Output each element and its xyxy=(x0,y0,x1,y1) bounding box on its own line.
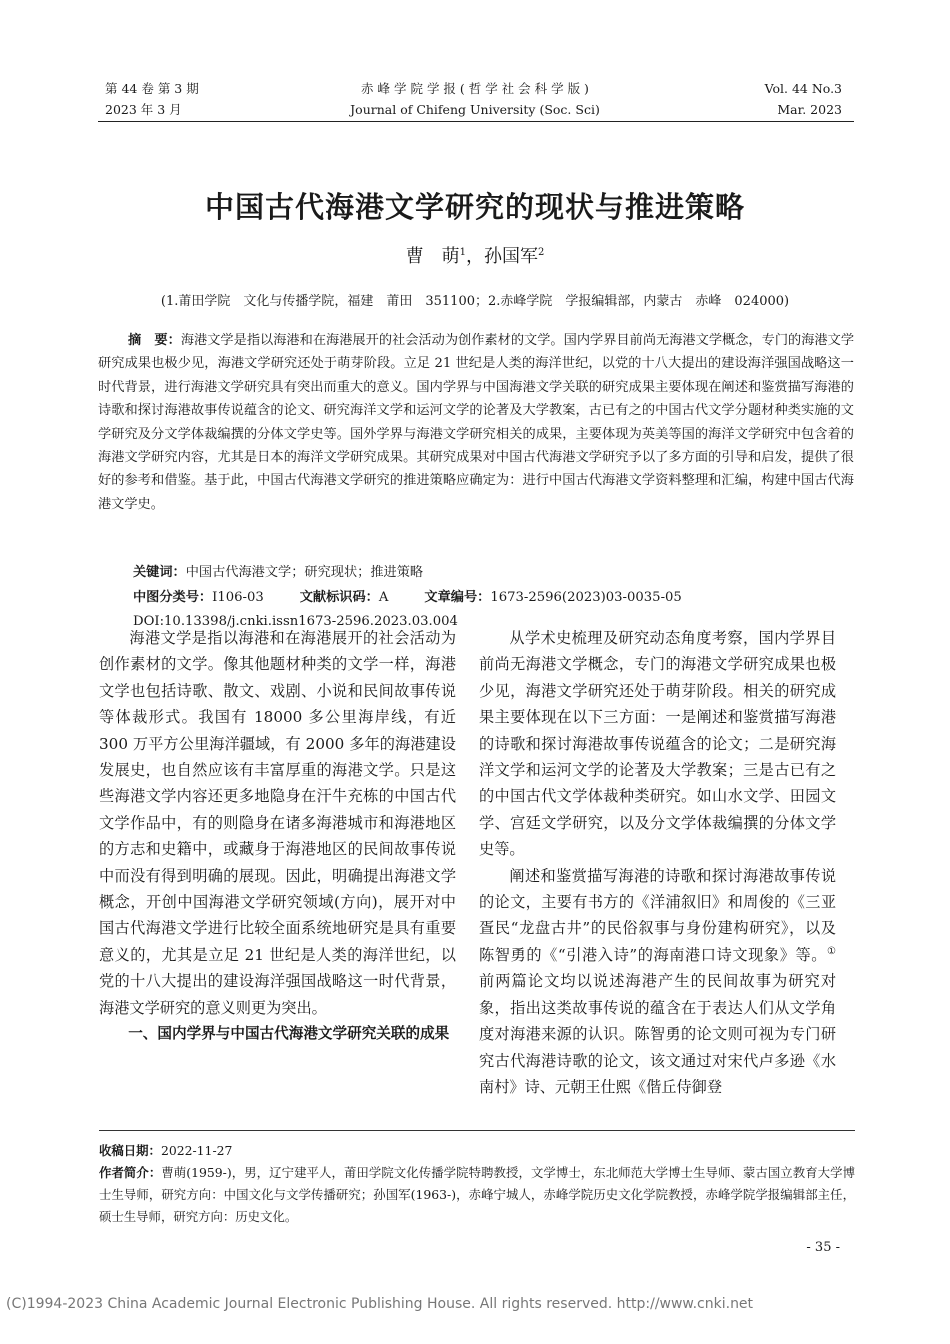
author-2: 孙国军 xyxy=(484,246,538,267)
keywords xyxy=(133,563,423,583)
received-value: 2022-11-27 xyxy=(160,1143,233,1158)
copyright-notice: (C)1994-2023 China Academic Journal Electronic Publishing House. All rights reserved. http://www.cnki.net xyxy=(6,1296,754,1312)
page-number: - 35 - xyxy=(806,1240,840,1255)
author-bio-text: 曹萌(1959-)，男，辽宁建平人，莆田学院文化传播学院特聘教授，文学博士，东北师范大学博士生导师、蒙古国立教育大学博士生导师，研究方向：中国文化与文学传播研究；孙国军(1963-)，赤峰宁城人，赤峰学院历史文化学院教授，赤峰学院学报编辑部主任，硕士生导师，研究方向：历史文化。 xyxy=(99,1165,856,1224)
author-bio xyxy=(99,1162,855,1228)
article-number-label: 文章编号： xyxy=(424,590,491,605)
header-rule xyxy=(98,121,854,122)
body-paragraph: 从学术史梳理及研究动态角度考察，国内学界目前尚无海港文学概念，专门的海港文学研究成果也极少见，海港文学研究还处于萌芽阶段。相关的研究成果主要体现在以下三方面：一是阐述和鉴赏描写海港的诗歌和探讨海港故事传说蕴含的论文；二是研究海洋文学和运河文学的论著及大学教案；三是古已有之的中国古代文学体裁种类研究。如山水文学、田园文学、宫廷文学研究，以及分文学体裁编撰的分体文学史等。 xyxy=(479,629,836,859)
issue-date: 2023 年 3 月 xyxy=(105,102,182,117)
body-column-left xyxy=(99,625,456,1048)
received-label: 收稿日期： xyxy=(99,1143,161,1158)
body-column-right xyxy=(479,625,836,1100)
received-date xyxy=(99,1140,855,1162)
paper-title: 中国古代海港文学研究的现状与推进策略 xyxy=(204,190,745,224)
footnote-rule xyxy=(99,1130,855,1131)
body-paragraph xyxy=(479,863,836,1101)
body-text: 前两篇论文均以说述海港产生的民间故事为研究对象，指出这类故事传说的蕴含在于表达人们从文学角度对海港来源的认识。陈智勇的论文则可视为专门研究古代海港诗歌的论文，该文通过对宋代卢多逊《水南村》诗、元朝王仕熙《偕丘侍御登 xyxy=(479,972,836,1096)
doi: DOI:10.13398/j.cnki.issn1673-2596.2023.03.004 xyxy=(133,614,458,629)
body-text: 阐述和鉴赏描写海港的诗歌和探讨海港故事传说的论文，主要有书方的《洋浦叙旧》和周俊的《三亚疍民“龙盘古井”的民俗叙事与身份建构研究》，以及陈智勇的《“引港入诗”的海南港口诗文现象》等。 xyxy=(479,866,836,964)
author-1: 曹 萌 xyxy=(405,246,460,267)
article-number-value: 1673-2596(2023)03-0035-05 xyxy=(490,590,682,605)
author-1-affil-mark: 1 xyxy=(459,247,466,258)
author-bio-label: 作者简介： xyxy=(99,1165,162,1180)
classification-info xyxy=(133,588,682,608)
author-separator: ， xyxy=(466,246,484,267)
abstract xyxy=(98,329,854,516)
affiliations: (1.莆田学院 文化与传播学院，福建 莆田 351100；2.赤峰学院 学报编辑部，内蒙古 赤峰 024000) xyxy=(160,294,790,309)
abstract-text: 海港文学是指以海港和在海港展开的社会活动为创作素材的文学。国内学界目前尚无海港文学概念，专门的海港文学研究成果也极少见，海港文学研究还处于萌芽阶段。立足 21 世纪是人类的海洋世纪，以党的十八大提出的建设海洋强国战略这一时代背景，进行海港文学研究具有突出而重大的意义。国内学界与中国海港文学关联的研究成果主要体现在阐述和鉴赏描写海港的诗歌和探讨海港故事传说蕴含的论文、研究海洋文学和运河文学的论著及大学教案，古已有之的中国古代文学分题材种类实施的文学研究及分文学体裁编撰的分体文学史等。国外学界与海港文学研究相关的成果，主要体现为英美等国的海洋文学研究中包含着的海港文学研究内容，尤其是日本的海洋文学研究成果。其研究成果对中国古代海港文学研究予以了多方面的引导和启发，提供了很好的参考和借鉴。基于此，中国古代海港文学研究的推进策略应确定为：进行中国古代海港文学资料整理和汇编，构建中国古代海港文学史。 xyxy=(98,333,855,512)
journal-volume-info-en xyxy=(765,78,842,120)
keywords-text: 中国古代海港文学；研究现状；推进策略 xyxy=(185,565,424,580)
volume-issue: 第 44 卷 第 3 期 xyxy=(105,81,199,96)
journal-name-english: Journal of Chifeng University (Soc. Sci) xyxy=(350,102,600,117)
author-2-affil-mark: 2 xyxy=(538,247,545,258)
section-heading: 一、国内学界与中国古代海港文学研究关联的成果 xyxy=(128,1025,450,1043)
footnote-marker: ① xyxy=(827,945,836,957)
issue-date-en: Mar. 2023 xyxy=(777,102,842,117)
journal-name-chinese: 赤 峰 学 院 学 报 ( 哲 学 社 会 科 学 版 ) xyxy=(361,81,589,96)
doc-code-label: 文献标识码： xyxy=(299,590,379,605)
abstract-label: 摘 要： xyxy=(128,333,181,348)
clc-label: 中图分类号： xyxy=(133,590,213,605)
author-line xyxy=(0,242,950,268)
body-paragraph: 海港文学是指以海港和在海港展开的社会活动为创作素材的文学。像其他题材种类的文学一样，海港文学也包括诗歌、散文、戏剧、小说和民间故事传说等体裁形式。我国有 18000 多公里海岸线，有近 300 万平方公里海洋疆域，有 2000 多年的海港建设发展史，也自然应该有丰富厚重的海港文学。只是这些海港文学内容还更多地隐身在汗牛充栋的中国古代文学作品中，有的则隐身在诸多海港城市和海港地区的方志和史籍中，或藏身于海港地区的民间故事传说中而没有得到明确的展现。因此，明确提出海港文学概念，开创中国海港文学研究领域(方向)，展开对中国古代海港文学进行比较全面系统地研究是具有重要意义的，尤其是立足 21 世纪是人类的海洋世纪，以党的十八大提出的建设海洋强国战略这一时代背景，海港文学研究的意义则更为突出。 xyxy=(99,629,456,1017)
keywords-label: 关键词： xyxy=(133,565,186,580)
doc-code-value: A xyxy=(378,590,389,605)
clc-value: I106-03 xyxy=(212,590,264,605)
volume-issue-en: Vol. 44 No.3 xyxy=(764,81,842,96)
